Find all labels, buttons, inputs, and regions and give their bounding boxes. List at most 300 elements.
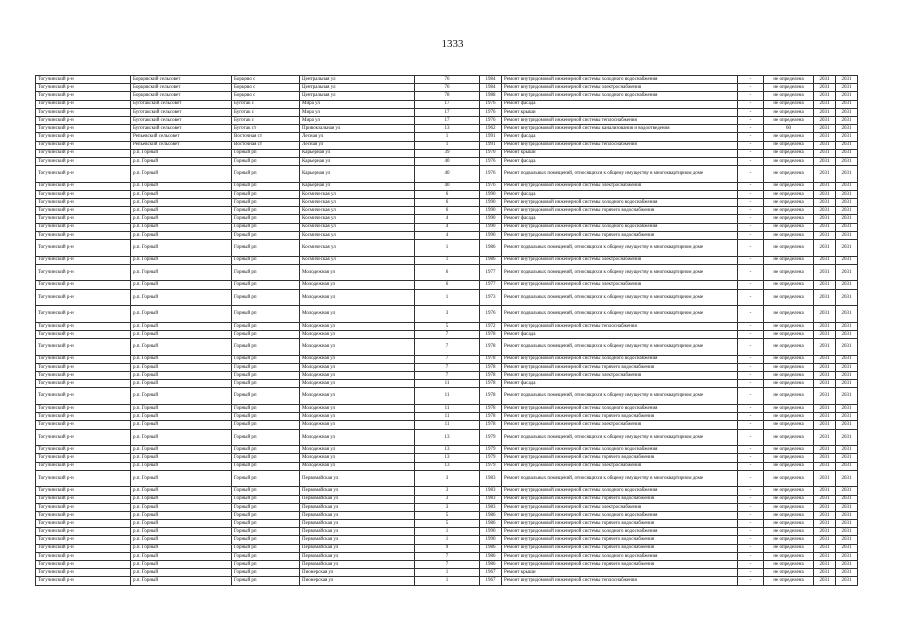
cell-dash: - [738, 306, 764, 323]
cell-house-number: 1 [415, 569, 480, 577]
cell-municipality: р.п. Горный [131, 256, 232, 264]
cell-plan-end: 2031 [836, 470, 858, 487]
cell-year: 1979 [480, 429, 502, 446]
cell-street: Молодежная ул [300, 388, 415, 405]
table-row [36, 199, 858, 207]
cell-dash: - [738, 561, 764, 569]
cell-plan-end: 2031 [836, 487, 858, 495]
cell-street: Молодежная ул [300, 306, 415, 323]
cell-district: Тогучинский р-н [36, 306, 131, 323]
cell-plan-end: 2031 [836, 256, 858, 264]
cell-house-number: 39 [415, 149, 480, 157]
cell-plan-start: 2031 [814, 520, 836, 528]
cell-settlement: Горный рп [232, 166, 300, 183]
cell-house-number: 40 [415, 166, 480, 183]
cell-dash: - [738, 322, 764, 330]
cell-dash: - [738, 405, 764, 413]
cell-work-type: Ремонт фасада [502, 380, 738, 388]
cell-year: 1984 [480, 76, 502, 84]
cell-year: 1978 [480, 413, 502, 421]
cell-street: Пионерская ул [300, 569, 415, 577]
cell-street: Карьерная ул [300, 166, 415, 183]
cell-plan-start: 2031 [814, 405, 836, 413]
cell-street: Молодежная ул [300, 355, 415, 363]
table-row [36, 495, 858, 503]
cell-work-type: Ремонт внутридомовой инженерной системы холодного водоснабжения [502, 446, 738, 454]
cell-work-type: Ремонт фасада [502, 330, 738, 338]
cell-dash: - [738, 503, 764, 511]
cell-plan-start: 2031 [814, 446, 836, 454]
table-row [36, 363, 858, 371]
cell-dash: - [738, 454, 764, 462]
cell-municipality: р.п. Горный [131, 306, 232, 323]
cell-settlement: Горный рп [232, 199, 300, 207]
cell-dash: - [738, 133, 764, 141]
cell-year: 1990 [480, 199, 502, 207]
cell-work-type: Ремонт фасада [502, 190, 738, 198]
cell-plan-end: 2031 [836, 577, 858, 585]
cell-dash: - [738, 380, 764, 388]
cell-cost: не определена [764, 405, 814, 413]
cell-year: 1962 [480, 125, 502, 133]
cell-dash: - [738, 116, 764, 124]
cell-district: Тогучинский р-н [36, 125, 131, 133]
cell-municipality: Борцовский сельсовет [131, 92, 232, 100]
cell-cost: не определена [764, 84, 814, 92]
cell-street: Космическая ул [300, 239, 415, 256]
cell-street: Карьерная ул [300, 149, 415, 157]
cell-municipality: Борцовский сельсовет [131, 84, 232, 92]
cell-house-number: 3 [415, 306, 480, 323]
cell-year: 1986 [480, 544, 502, 552]
cell-year: 1978 [480, 405, 502, 413]
table-row [36, 561, 858, 569]
cell-settlement: Горный рп [232, 511, 300, 519]
table-row [36, 231, 858, 239]
cell-plan-end: 2031 [836, 141, 858, 149]
cell-municipality: р.п. Горный [131, 182, 232, 190]
cell-municipality: Буготакский сельсовет [131, 125, 232, 133]
cell-plan-start: 2031 [814, 561, 836, 569]
cell-cost: не определена [764, 339, 814, 356]
cell-settlement: Горный рп [232, 388, 300, 405]
cell-cost: не определена [764, 264, 814, 281]
cell-plan-start: 2031 [814, 76, 836, 84]
cell-plan-start: 2031 [814, 569, 836, 577]
cell-year: 1978 [480, 380, 502, 388]
cell-dash: - [738, 446, 764, 454]
table-row [36, 141, 858, 149]
cell-plan-end: 2031 [836, 182, 858, 190]
cell-settlement: Горный рп [232, 339, 300, 356]
cell-municipality: Репьевский сельсовет [131, 141, 232, 149]
cell-district: Тогучинский р-н [36, 454, 131, 462]
cell-municipality: р.п. Горный [131, 552, 232, 560]
table-row [36, 355, 858, 363]
repair-schedule-table [35, 75, 858, 586]
cell-work-type: Ремонт внутридомовой инженерной системы горячего водоснабжения [502, 231, 738, 239]
cell-plan-start: 2031 [814, 380, 836, 388]
cell-dash: - [738, 413, 764, 421]
cell-district: Тогучинский р-н [36, 536, 131, 544]
cell-plan-start: 2031 [814, 133, 836, 141]
cell-street: Карьерная ул [300, 157, 415, 165]
cell-work-type: Ремонт внутридомовой инженерной системы холодного водоснабжения [502, 92, 738, 100]
cell-settlement: Горный рп [232, 223, 300, 231]
cell-settlement: Горный рп [232, 454, 300, 462]
cell-year: 1988 [480, 92, 502, 100]
cell-year: 1978 [480, 363, 502, 371]
cell-street: Первомайская ул [300, 552, 415, 560]
cell-street: Молодежная ул [300, 322, 415, 330]
cell-cost: не определена [764, 116, 814, 124]
cell-plan-start: 2031 [814, 108, 836, 116]
cell-municipality: р.п. Горный [131, 281, 232, 289]
cell-work-type: Ремонт фасада [502, 133, 738, 141]
cell-house-number: 76 [415, 76, 480, 84]
cell-plan-start: 2031 [814, 215, 836, 223]
cell-house-number: 40 [415, 157, 480, 165]
table-row [36, 322, 858, 330]
cell-settlement: Горный рп [232, 256, 300, 264]
cell-municipality: р.п. Горный [131, 413, 232, 421]
cell-year: 1983 [480, 495, 502, 503]
cell-work-type: Ремонт внутридомовой инженерной системы холодного водоснабжения [502, 511, 738, 519]
cell-municipality: р.п. Горный [131, 487, 232, 495]
cell-work-type: Ремонт внутридомовой инженерной системы холодного водоснабжения [502, 552, 738, 560]
cell-settlement: Горный рп [232, 281, 300, 289]
cell-plan-end: 2031 [836, 528, 858, 536]
table-row [36, 166, 858, 183]
table-row [36, 577, 858, 585]
cell-plan-end: 2031 [836, 552, 858, 560]
table-row [36, 264, 858, 281]
cell-settlement: Горный рп [232, 157, 300, 165]
cell-plan-start: 2031 [814, 536, 836, 544]
cell-street: Первомайская ул [300, 487, 415, 495]
cell-district: Тогучинский р-н [36, 207, 131, 215]
cell-dash: - [738, 487, 764, 495]
cell-municipality: р.п. Горный [131, 199, 232, 207]
cell-work-type: Ремонт подвальных помещений, относящихся к общему имуществу в многоквартирном доме [502, 166, 738, 183]
cell-plan-end: 2031 [836, 421, 858, 429]
cell-municipality: р.п. Горный [131, 511, 232, 519]
cell-work-type: Ремонт внутридомовой инженерной системы холодного водоснабжения [502, 355, 738, 363]
cell-cost: не определена [764, 322, 814, 330]
cell-year: 1972 [480, 322, 502, 330]
cell-cost: не определена [764, 536, 814, 544]
cell-house-number: 76 [415, 84, 480, 92]
cell-plan-start: 2031 [814, 552, 836, 560]
cell-work-type: Ремонт фасада [502, 215, 738, 223]
cell-settlement: Горный рп [232, 190, 300, 198]
cell-settlement: Горный рп [232, 577, 300, 585]
cell-municipality: р.п. Горный [131, 322, 232, 330]
cell-district: Тогучинский р-н [36, 76, 131, 84]
cell-house-number: 11 [415, 413, 480, 421]
cell-year: 1990 [480, 207, 502, 215]
cell-street: Центральная ул [300, 76, 415, 84]
cell-house-number: 11 [415, 380, 480, 388]
cell-district: Тогучинский р-н [36, 157, 131, 165]
cell-plan-start: 2031 [814, 264, 836, 281]
table-row [36, 528, 858, 536]
cell-work-type: Ремонт фасада [502, 100, 738, 108]
cell-dash: - [738, 363, 764, 371]
cell-settlement: Восточная ст [232, 133, 300, 141]
table-row [36, 330, 858, 338]
cell-work-type: Ремонт подвальных помещений, относящихся к общему имуществу в многоквартирном доме [502, 388, 738, 405]
cell-plan-end: 2031 [836, 92, 858, 100]
cell-plan-end: 2031 [836, 125, 858, 133]
cell-cost: не определена [764, 281, 814, 289]
cell-work-type: Ремонт внутридомовой инженерной системы горячего водоснабжения [502, 536, 738, 544]
cell-municipality: р.п. Горный [131, 405, 232, 413]
cell-street: Молодежная ул [300, 380, 415, 388]
cell-district: Тогучинский р-н [36, 544, 131, 552]
cell-dash: - [738, 92, 764, 100]
cell-year: 1977 [480, 281, 502, 289]
cell-cost: не определена [764, 289, 814, 306]
cell-plan-start: 2031 [814, 116, 836, 124]
cell-plan-start: 2031 [814, 495, 836, 503]
cell-street: Космическая ул [300, 207, 415, 215]
cell-district: Тогучинский р-н [36, 84, 131, 92]
cell-work-type: Ремонт внутридомовой инженерной системы холодного водоснабжения [502, 76, 738, 84]
table-row [36, 289, 858, 306]
cell-cost: не определена [764, 446, 814, 454]
cell-year: 1986 [480, 256, 502, 264]
cell-district: Тогучинский р-н [36, 421, 131, 429]
cell-house-number: 78 [415, 92, 480, 100]
table-row [36, 149, 858, 157]
cell-work-type: Ремонт внутридомовой инженерной системы горячего водоснабжения [502, 207, 738, 215]
cell-cost: не определена [764, 141, 814, 149]
cell-dash: - [738, 429, 764, 446]
cell-municipality: р.п. Горный [131, 462, 232, 470]
table-row [36, 388, 858, 405]
cell-municipality: р.п. Горный [131, 569, 232, 577]
cell-cost: не определена [764, 76, 814, 84]
table-row [36, 536, 858, 544]
cell-settlement: Горный рп [232, 528, 300, 536]
cell-cost: не определена [764, 520, 814, 528]
cell-plan-end: 2031 [836, 363, 858, 371]
cell-year: 1976 [480, 166, 502, 183]
cell-work-type: Ремонт внутридомовой инженерной системы электроснабжения [502, 182, 738, 190]
cell-plan-start: 2031 [814, 462, 836, 470]
cell-plan-start: 2031 [814, 454, 836, 462]
cell-settlement: Горный рп [232, 239, 300, 256]
cell-plan-start: 2031 [814, 528, 836, 536]
table-row [36, 76, 858, 84]
cell-work-type: Ремонт внутридомовой инженерной системы холодного водоснабжения [502, 223, 738, 231]
cell-district: Тогучинский р-н [36, 372, 131, 380]
cell-municipality: р.п. Горный [131, 355, 232, 363]
cell-district: Тогучинский р-н [36, 520, 131, 528]
cell-plan-end: 2031 [836, 520, 858, 528]
cell-street: Первомайская ул [300, 536, 415, 544]
cell-settlement: Буготак с [232, 108, 300, 116]
cell-house-number: 6 [415, 264, 480, 281]
cell-settlement: Горный рп [232, 182, 300, 190]
cell-street: Молодежная ул [300, 413, 415, 421]
cell-cost: не определена [764, 207, 814, 215]
cell-work-type: Ремонт внутридомовой инженерной системы горячего водоснабжения [502, 520, 738, 528]
table-row [36, 503, 858, 511]
cell-plan-start: 2031 [814, 239, 836, 256]
cell-year: 1979 [480, 462, 502, 470]
cell-district: Тогучинский р-н [36, 446, 131, 454]
cell-cost: не определена [764, 330, 814, 338]
cell-house-number: 11 [415, 388, 480, 405]
cell-district: Тогучинский р-н [36, 182, 131, 190]
cell-house-number: 40 [415, 182, 480, 190]
cell-dash: - [738, 388, 764, 405]
cell-work-type: Ремонт внутридомовой инженерной системы электроснабжения [502, 421, 738, 429]
cell-settlement: Горный рп [232, 503, 300, 511]
cell-plan-start: 2031 [814, 199, 836, 207]
cell-settlement: Горный рп [232, 231, 300, 239]
cell-district: Тогучинский р-н [36, 92, 131, 100]
cell-cost: не определена [764, 569, 814, 577]
cell-house-number: 11 [415, 421, 480, 429]
cell-work-type: Ремонт крыши [502, 149, 738, 157]
cell-street: Молодежная ул [300, 405, 415, 413]
table-row [36, 462, 858, 470]
cell-house-number: 11 [415, 405, 480, 413]
table-row [36, 116, 858, 124]
cell-plan-start: 2031 [814, 388, 836, 405]
cell-year: 1979 [480, 446, 502, 454]
cell-year: 1967 [480, 569, 502, 577]
cell-plan-end: 2031 [836, 157, 858, 165]
cell-plan-end: 2031 [836, 207, 858, 215]
cell-cost: не определена [764, 503, 814, 511]
cell-year: 1978 [480, 330, 502, 338]
cell-street: Молодежная ул [300, 446, 415, 454]
cell-plan-start: 2031 [814, 413, 836, 421]
cell-settlement: Горный рп [232, 495, 300, 503]
cell-district: Тогучинский р-н [36, 413, 131, 421]
cell-cost: не определена [764, 182, 814, 190]
cell-dash: - [738, 421, 764, 429]
cell-district: Тогучинский р-н [36, 239, 131, 256]
cell-house-number: 1 [415, 289, 480, 306]
cell-municipality: р.п. Горный [131, 231, 232, 239]
cell-district: Тогучинский р-н [36, 552, 131, 560]
cell-work-type: Ремонт внутридомовой инженерной системы горячего водоснабжения [502, 454, 738, 462]
cell-year: 1990 [480, 223, 502, 231]
cell-street: Молодежная ул [300, 421, 415, 429]
cell-house-number: 7 [415, 372, 480, 380]
cell-dash: - [738, 100, 764, 108]
cell-street: Молодежная ул [300, 429, 415, 446]
cell-cost: не определена [764, 470, 814, 487]
cell-cost: не определена [764, 190, 814, 198]
cell-house-number: 4 [415, 215, 480, 223]
table-row [36, 454, 858, 462]
cell-work-type: Ремонт внутридомовой инженерной системы теплоснабжения [502, 141, 738, 149]
cell-street: Привокзальная ул [300, 125, 415, 133]
cell-settlement: Горный рп [232, 372, 300, 380]
cell-cost: не определена [764, 462, 814, 470]
cell-plan-end: 2031 [836, 239, 858, 256]
cell-year: 1986 [480, 552, 502, 560]
cell-street: Космическая ул [300, 190, 415, 198]
cell-settlement: Горный рп [232, 520, 300, 528]
cell-plan-start: 2031 [814, 372, 836, 380]
cell-dash: - [738, 339, 764, 356]
cell-plan-start: 2031 [814, 421, 836, 429]
cell-year: 1976 [480, 182, 502, 190]
cell-cost: не определена [764, 355, 814, 363]
table-row [36, 190, 858, 198]
cell-plan-end: 2031 [836, 116, 858, 124]
cell-district: Тогучинский р-н [36, 133, 131, 141]
cell-municipality: р.п. Горный [131, 207, 232, 215]
table-row [36, 405, 858, 413]
cell-year: 1976 [480, 108, 502, 116]
cell-work-type: Ремонт внутридомовой инженерной системы теплоснабжения [502, 116, 738, 124]
cell-cost: 60 [764, 125, 814, 133]
cell-settlement: Буготак с [232, 116, 300, 124]
cell-work-type: Ремонт внутридомовой инженерной системы канализования и водоотведения [502, 125, 738, 133]
cell-work-type: Ремонт внутридомовой инженерной системы горячего водоснабжения [502, 413, 738, 421]
cell-plan-start: 2031 [814, 157, 836, 165]
cell-plan-start: 2031 [814, 190, 836, 198]
cell-plan-start: 2031 [814, 577, 836, 585]
cell-cost: не определена [764, 215, 814, 223]
cell-plan-end: 2031 [836, 306, 858, 323]
cell-plan-start: 2031 [814, 339, 836, 356]
cell-cost: не определена [764, 133, 814, 141]
cell-district: Тогучинский р-н [36, 487, 131, 495]
cell-street: Первомайская ул [300, 544, 415, 552]
cell-district: Тогучинский р-н [36, 116, 131, 124]
cell-district: Тогучинский р-н [36, 511, 131, 519]
cell-street: Молодежная ул [300, 462, 415, 470]
cell-house-number: 1 [415, 577, 480, 585]
table-row [36, 84, 858, 92]
cell-work-type: Ремонт внутридомовой инженерной системы теплоснабжения [502, 577, 738, 585]
cell-year: 1976 [480, 116, 502, 124]
cell-plan-end: 2031 [836, 413, 858, 421]
cell-district: Тогучинский р-н [36, 528, 131, 536]
cell-dash: - [738, 125, 764, 133]
cell-street: Молодежная ул [300, 330, 415, 338]
cell-settlement: Горный рп [232, 487, 300, 495]
cell-municipality: Буготакский сельсовет [131, 116, 232, 124]
cell-dash: - [738, 511, 764, 519]
cell-district: Тогучинский р-н [36, 380, 131, 388]
cell-work-type: Ремонт внутридомовой инженерной системы холодного водоснабжения [502, 405, 738, 413]
cell-cost: не определена [764, 199, 814, 207]
cell-work-type: Ремонт внутридомовой инженерной системы холодного водоснабжения [502, 487, 738, 495]
cell-house-number: 13 [415, 462, 480, 470]
cell-settlement: Горный рп [232, 569, 300, 577]
cell-plan-start: 2031 [814, 503, 836, 511]
cell-municipality: Буготакский сельсовет [131, 100, 232, 108]
cell-settlement: Буготак с [232, 100, 300, 108]
cell-year: 1990 [480, 190, 502, 198]
cell-dash: - [738, 141, 764, 149]
cell-work-type: Ремонт внутридомовой инженерной системы горячего водоснабжения [502, 561, 738, 569]
cell-dash: - [738, 256, 764, 264]
cell-district: Тогучинский р-н [36, 339, 131, 356]
cell-municipality: р.п. Горный [131, 239, 232, 256]
cell-cost: не определена [764, 552, 814, 560]
